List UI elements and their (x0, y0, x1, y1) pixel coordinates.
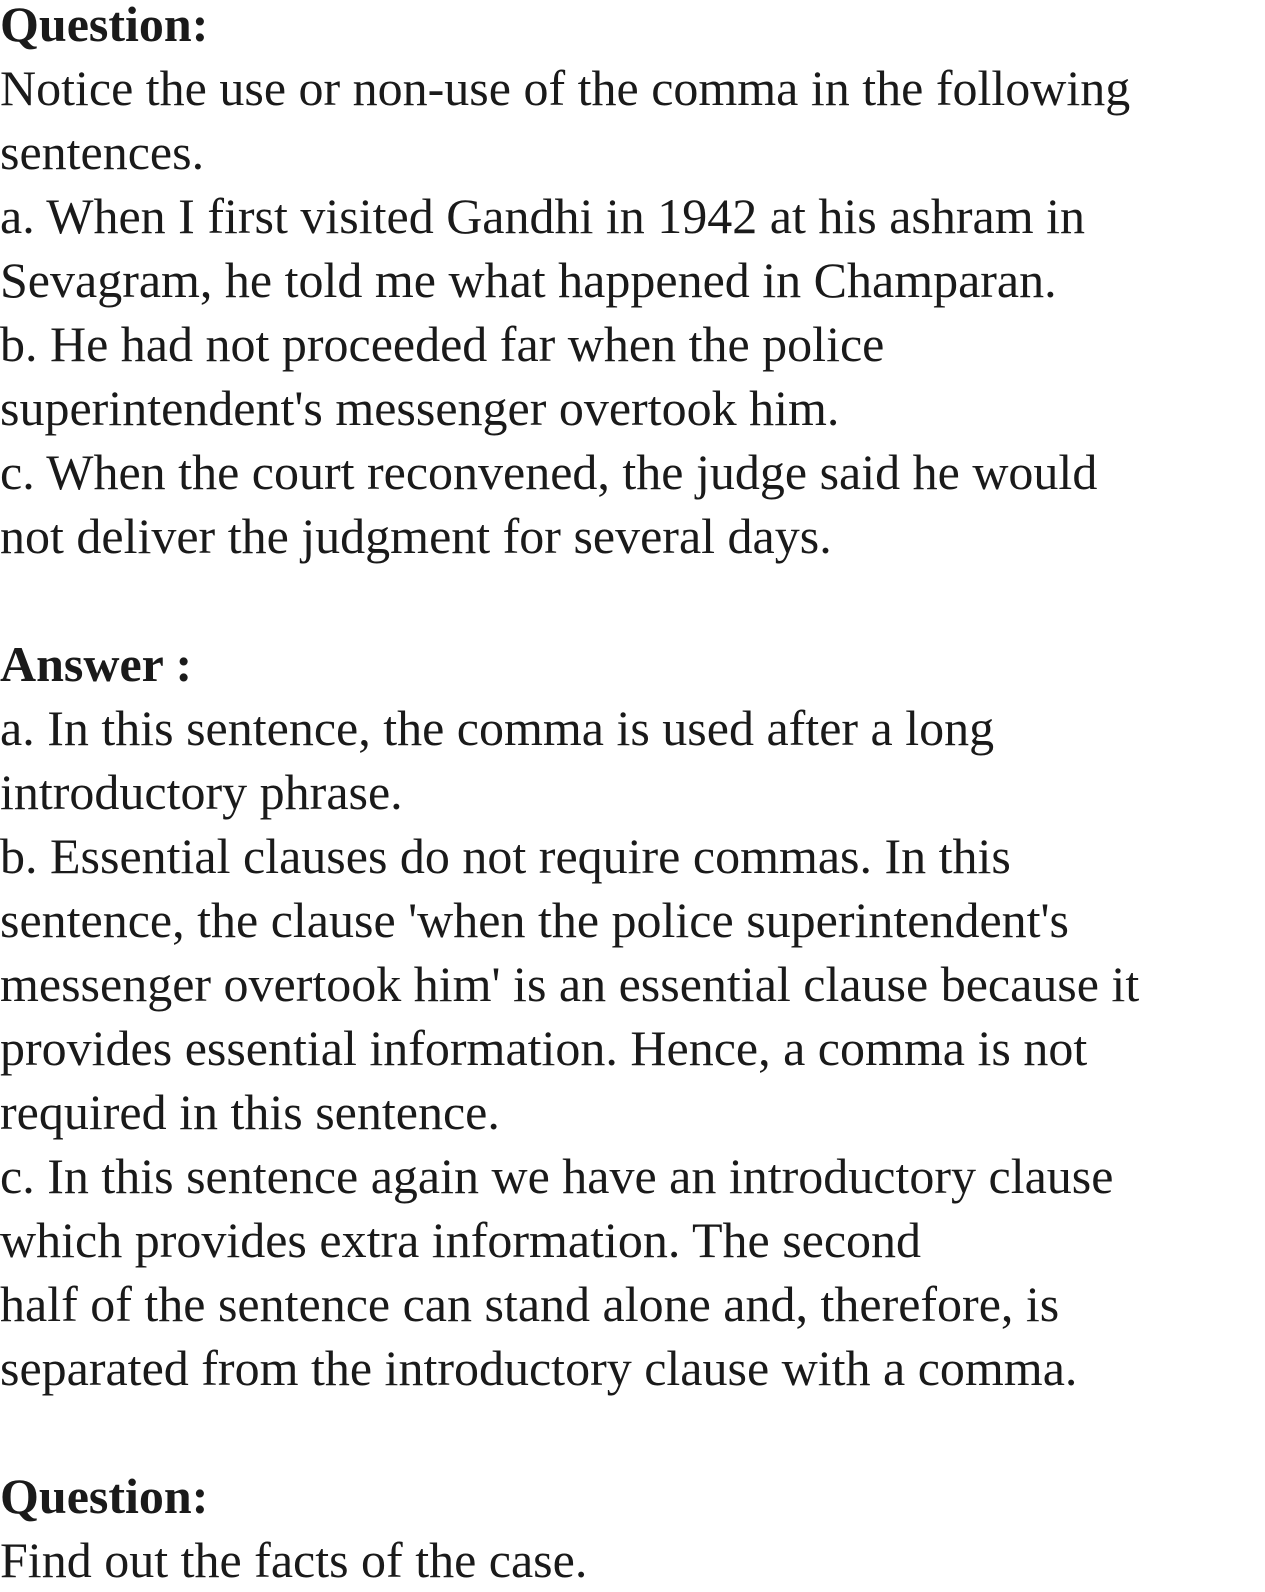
question-text-line: Find out the facts of the case. (0, 1532, 588, 1588)
answer-text-line: required in this sentence. (0, 1084, 500, 1140)
spacer (0, 1400, 1265, 1464)
answer-text-line: separated from the introductory clause with a comma. (0, 1340, 1078, 1396)
spacer (0, 568, 1265, 632)
answer-text-line: provides essential information. Hence, a comma is not (0, 1020, 1088, 1076)
answer-heading: Answer : (0, 636, 193, 692)
answer-1 (0, 632, 1265, 1400)
answer-text-line: b. Essential clauses do not require commas. In this (0, 828, 1011, 884)
question-text-line: a. When I first visited Gandhi in 1942 at his ashram in (0, 188, 1085, 244)
question-2 (0, 1464, 1265, 1592)
question-text-line: c. When the court reconvened, the judge said he would (0, 444, 1098, 500)
answer-text-line: introductory phrase. (0, 764, 403, 820)
question-text-line: superintendent's messenger overtook him. (0, 380, 840, 436)
answer-text-line: which provides extra information. The second (0, 1212, 922, 1268)
question-heading: Question: (0, 1468, 209, 1524)
answer-text-line: messenger overtook him' is an essential clause because it (0, 956, 1140, 1012)
question-text-line: b. He had not proceeded far when the police (0, 316, 885, 372)
question-text-line: sentences. (0, 124, 205, 180)
question-heading: Question: (0, 0, 209, 52)
question-text-line: not deliver the judgment for several days. (0, 508, 832, 564)
question-text-line: Sevagram, he told me what happened in Champaran. (0, 252, 1057, 308)
answer-text-line: c. In this sentence again we have an introductory clause (0, 1148, 1114, 1204)
answer-text-line: sentence, the clause 'when the police superintendent's (0, 892, 1070, 948)
question-1 (0, 0, 1265, 568)
answer-text-line: half of the sentence can stand alone and, therefore, is (0, 1276, 1060, 1332)
answer-text-line: a. In this sentence, the comma is used after a long (0, 700, 995, 756)
question-text-line: Notice the use or non-use of the comma in the following (0, 60, 1131, 116)
